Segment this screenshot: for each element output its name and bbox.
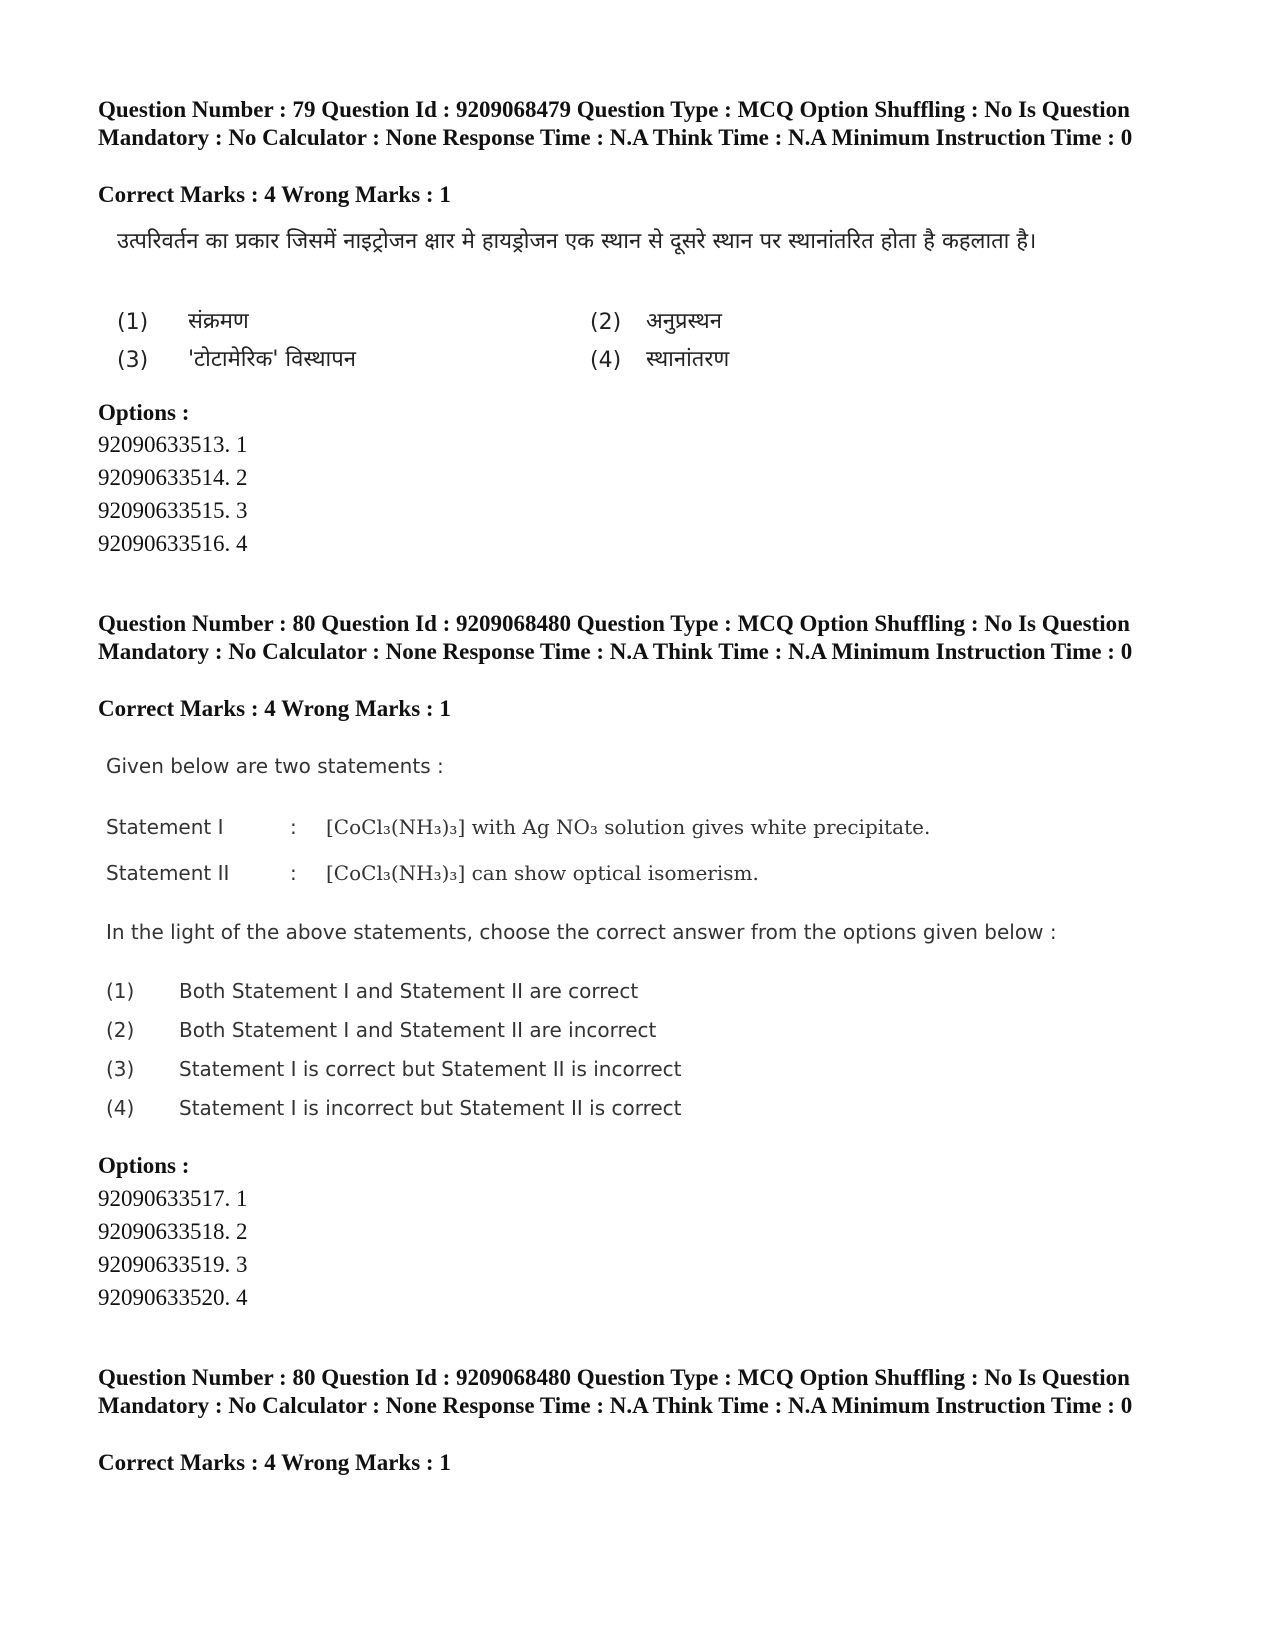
option-item: 92090633513. 1 — [98, 432, 248, 457]
choice-text: Both Statement I and Statement II are correct — [179, 979, 639, 1003]
choice-number: (4) — [106, 1096, 135, 1120]
option-item: 92090633519. 3 — [98, 1252, 248, 1277]
question-marks: Correct Marks : 4 Wrong Marks : 1 — [98, 696, 451, 721]
options-label: Options : — [98, 1153, 190, 1178]
choice-number: (1) — [117, 310, 149, 335]
choice-text: 'टोटामेरिक' विस्थापन — [188, 347, 356, 372]
options-label: Options : — [98, 400, 190, 425]
question-header: Question Number : 80 Question Id : 9209068480 Question Type : MCQ Option Shuffling : No Is Question Mandatory : No Calculator : None Response Time : N.A Think Time : N.A Minimum Instruction Time : 0 — [98, 1365, 1133, 1418]
question-marks: Correct Marks : 4 Wrong Marks : 1 — [98, 182, 451, 207]
question-intro: Given below are two statements : — [106, 754, 444, 778]
question-text: उत्परिवर्तन का प्रकार जिसमें नाइट्रोजन क्षार मे हायड्रोजन एक स्थान से दूसरे स्थान पर स्थानांतरित होता है कहलाता है। — [117, 229, 1037, 254]
question-prompt: In the light of the above statements, choose the correct answer from the options given below : — [106, 920, 1057, 944]
choice-text: स्थानांतरण — [646, 347, 730, 372]
statement-separator: : — [290, 815, 297, 839]
option-item: 92090633517. 1 — [98, 1186, 248, 1211]
option-item: 92090633514. 2 — [98, 465, 248, 490]
statement-separator: : — [290, 861, 297, 885]
option-item: 92090633515. 3 — [98, 498, 248, 523]
choice-text: Both Statement I and Statement II are incorrect — [179, 1018, 657, 1042]
statement-label: Statement I — [106, 815, 224, 839]
question-header: Question Number : 79 Question Id : 9209068479 Question Type : MCQ Option Shuffling : No Is Question Mandatory : No Calculator : None Response Time : N.A Think Time : N.A Minimum Instruction Time : 0 — [98, 97, 1133, 150]
choice-number: (4) — [590, 348, 622, 373]
option-item: 92090633518. 2 — [98, 1219, 248, 1244]
option-item: 92090633520. 4 — [98, 1285, 248, 1310]
statement-label: Statement II — [106, 861, 230, 885]
choice-text: संक्रमण — [188, 309, 249, 334]
choice-number: (1) — [106, 979, 135, 1003]
choice-text: Statement I is correct but Statement II is incorrect — [179, 1057, 682, 1081]
choice-text: Statement I is incorrect but Statement II is correct — [179, 1096, 682, 1120]
choice-number: (3) — [106, 1057, 135, 1081]
choice-text: अनुप्रस्थन — [646, 309, 722, 334]
question-marks: Correct Marks : 4 Wrong Marks : 1 — [98, 1450, 451, 1475]
choice-number: (2) — [590, 310, 622, 335]
question-header: Question Number : 80 Question Id : 9209068480 Question Type : MCQ Option Shuffling : No Is Question Mandatory : No Calculator : None Response Time : N.A Think Time : N.A Minimum Instruction Time : 0 — [98, 611, 1133, 664]
statement-text: [CoCl₃(NH₃)₃] with Ag NO₃ solution gives white precipitate. — [326, 815, 931, 839]
option-item: 92090633516. 4 — [98, 531, 248, 556]
choice-number: (3) — [117, 348, 149, 373]
statement-text: [CoCl₃(NH₃)₃] can show optical isomerism. — [326, 861, 759, 885]
choice-number: (2) — [106, 1018, 135, 1042]
